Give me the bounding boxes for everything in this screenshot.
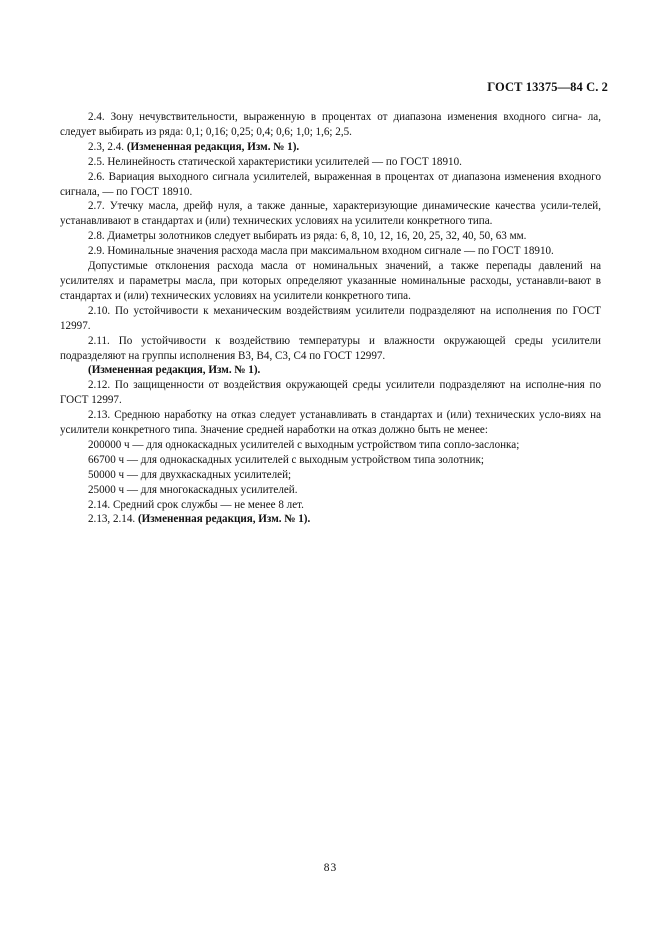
clause-2-9-tolerances: Допустимые отклонения расхода масла от номинальных значений, а также перепады давлений на усилителях и параметры масла, при которых определяют указанные номинальные расходы, устанавли-вают в стандартах и (или) технических условиях на усилители конкретного типа. xyxy=(60,260,601,302)
mtbf-item-multi-stage: 25000 ч — для многокаскадных усилителей. xyxy=(88,483,298,496)
clause-2-8: 2.8. Диаметры золотников следует выбирать из ряда: 6, 8, 10, 12, 16, 20, 25, 32, 40, 50, 63 мм. xyxy=(88,230,527,243)
clause-2-14: 2.14. Средний срок службы — не менее 8 лет. xyxy=(88,498,304,511)
clause-2-13: 2.13. Среднюю наработку на отказ следует устанавливать в стандартах и (или) технических усло-виях на усилители конкретного типа. Значение средней наработки на отказ должно быть не менее: xyxy=(60,409,601,437)
clause-2-11: 2.11. По устойчивости к воздействию температуры и влажности окружающей среды усилители подразделяют на группы исполнения В3, В4, С3, С4 по ГОСТ 12997. xyxy=(60,334,601,362)
page-header: ГОСТ 13375—84 С. 2 xyxy=(487,80,608,94)
mtbf-item-two-stage: 50000 ч — для двухкаскадных усилителей; xyxy=(88,468,292,481)
amendment-note-2-13-2-14: 2.13, 2.14. (Измененная редакция, Изм. № 1). xyxy=(88,513,311,526)
clause-2-4: 2.4. Зону нечувствительности, выраженную в процентах от диапазона изменения входного сигна- ла, следует выбирать из ряда: 0,1; 0,16; 0,25; 0,4; 0,6; 1,0; 1,6; 2,5. xyxy=(60,111,601,138)
document-body xyxy=(60,110,601,527)
mtbf-item-single-stage-nozzle: 200000 ч — для однокаскадных усилителей с выходным устройством типа сопло-заслонка; xyxy=(88,438,520,451)
clause-2-7: 2.7. Утечку масла, дрейф нуля, а также данные, характеризующие динамические качества усили-телей, устанавливают в стандартах и (или) технических условиях на усилители конкретного типа. xyxy=(60,200,601,228)
amendment-note-2-3-2-4: 2.3, 2.4. (Измененная редакция, Изм. № 1). xyxy=(88,140,300,153)
clause-2-5: 2.5. Нелинейность статической характеристики усилителей — по ГОСТ 18910. xyxy=(88,155,462,168)
clause-2-10: 2.10. По устойчивости к механическим воздействиям усилители подразделяют на исполнения по ГОСТ 12997. xyxy=(60,304,602,332)
amendment-note-2-11: (Измененная редакция, Изм. № 1). xyxy=(88,364,261,377)
mtbf-item-single-stage-spool: 66700 ч — для однокаскадных усилителей с выходным устройством типа золотник; xyxy=(88,453,484,466)
clause-2-6: 2.6. Вариация выходного сигнала усилителей, выраженная в процентах от диапазона изменения входного сигнала, — по ГОСТ 18910. xyxy=(60,170,601,198)
clause-2-12: 2.12. По защищенности от воздействия окружающей среды усилители подразделяют на исполне-ния по ГОСТ 12997. xyxy=(60,379,601,407)
clause-2-9: 2.9. Номинальные значения расхода масла при максимальном входном сигнале — по ГОСТ 18910. xyxy=(88,245,554,258)
page-number: 83 xyxy=(323,862,338,874)
